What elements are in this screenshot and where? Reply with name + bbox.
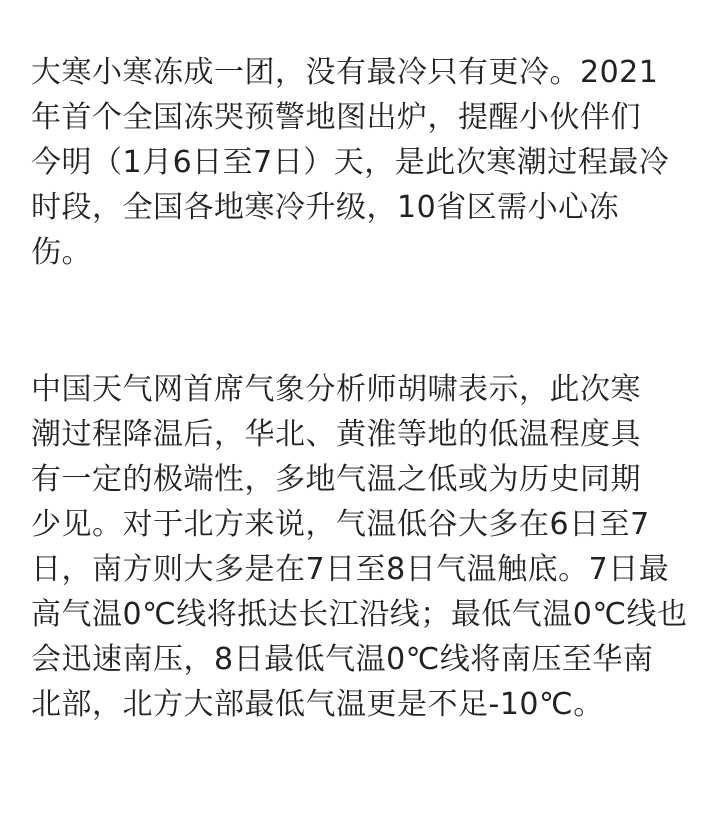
article-body (31, 50, 701, 727)
paragraph-line: 时段，全国各地寒冷升级，10省区需小心冻 (31, 190, 620, 225)
paragraph-line: 日，南方则大多是在7日至8日气温触底。7日最 (31, 552, 670, 587)
paragraph-line: 大寒小寒冻成一团，没有最冷只有更冷。2021 (31, 55, 659, 90)
paragraph-line: 年首个全国冻哭预警地图出炉，提醒小伙伴们 (31, 100, 641, 135)
paragraph-line: 高气温0℃线将抵达长江沿线；最低气温0℃线也 (31, 597, 688, 632)
paragraph-line: 会迅速南压，8日最低气温0℃线将南压至华南 (31, 642, 654, 677)
paragraph-line: 伤。 (31, 235, 92, 270)
paragraph-line: 有一定的极端性，多地气温之低或为历史同期 (31, 462, 641, 497)
paragraph-line: 潮过程降温后，华北、黄淮等地的低温程度具 (31, 417, 641, 452)
paragraph-analyst-forecast (31, 367, 701, 727)
paragraph-line: 今明（1月6日至7日）天，是此次寒潮过程最冷 (31, 145, 670, 180)
paragraph-line: 少见。对于北方来说，气温低谷大多在6日至7 (31, 507, 650, 542)
paragraph-line: 中国天气网首席气象分析师胡啸表示，此次寒 (31, 372, 641, 407)
paragraph-cold-wave-intro (31, 50, 701, 275)
paragraph-line: 北部，北方大部最低气温更是不足-10℃。 (31, 687, 604, 722)
